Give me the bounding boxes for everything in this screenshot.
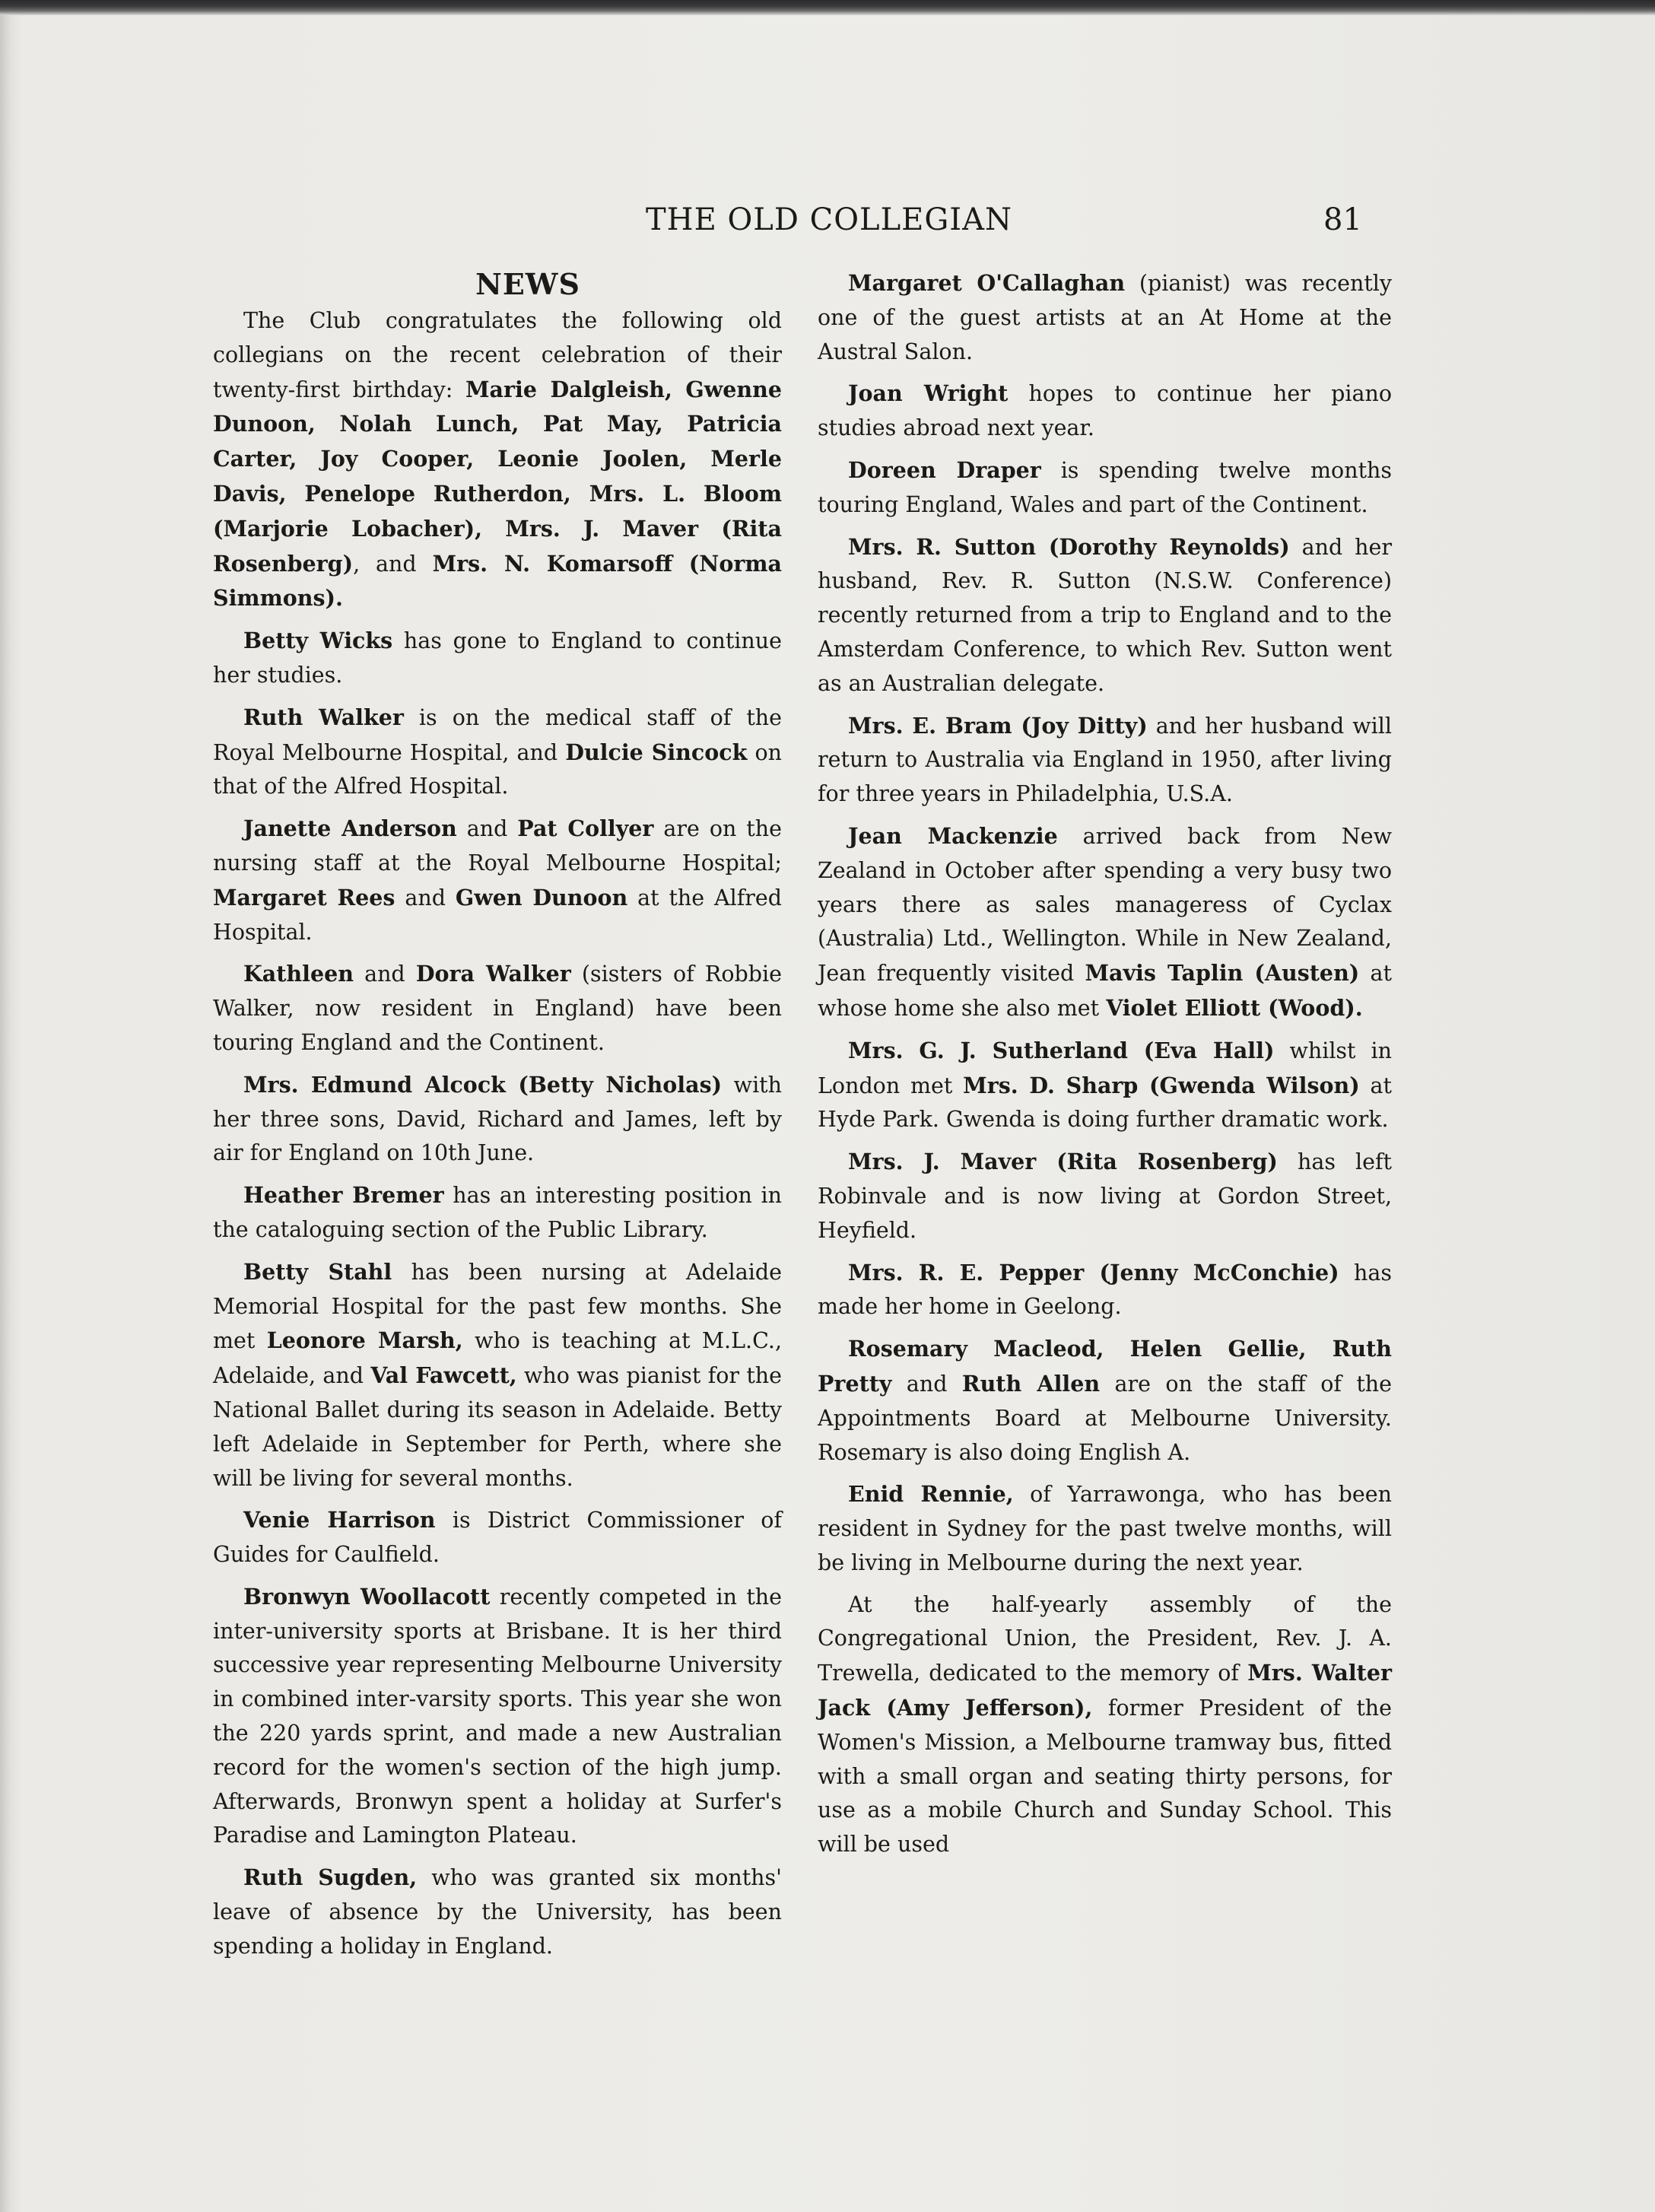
person-name: Betty Stahl [243,1258,392,1285]
paragraph-text: arrived back from New Zealand in October after spending a very busy two years there as sales manageress of Cyclax (Australia) Ltd., Wellington. While in New Zealand, Jean frequently visited [818,823,1393,987]
news-paragraph [213,1178,782,1247]
paragraph-text: is spending twelve months touring England, Wales and part of the Continent. [818,457,1393,517]
person-name: Leonore Marsh, [266,1327,463,1354]
paragraph-text: (sisters of Robbie Walker, now resident in England) have been touring England and the Continent. [213,961,782,1055]
news-paragraph [213,957,782,1060]
person-name: Dora Walker [415,961,571,987]
person-name: Janette Anderson [243,815,457,842]
news-paragraph [818,530,1392,701]
person-name: Joan Wright [848,380,1009,407]
section-title: NEWS [475,267,580,301]
person-name: Mrs. N. Komarsoff (Norma Simmons). [213,550,782,612]
person-name: Mrs. Edmund Alcock (Betty Nicholas) [243,1071,723,1098]
paragraph-text: and her husband, Rev. R. Sutton (N.S.W. Conference) recently returned from a trip to England and to the Amsterdam Conference, to which Rev. Sutton went as an Australian delegate. [818,534,1392,696]
news-paragraph [213,624,782,693]
person-name: Dulcie Sincock [565,739,748,765]
paragraph-text: recently competed in the inter-university sports at Brisbane. It is her third successive year representing Melbourne University in combined inter-varsity sports. This year she won the 220 yards sprint, and made a new Australian record for the women's section of the high jump. Afterwards, Bronwyn spent a holiday at Surfer's Paradise and Lamington Plateau. [213,1584,782,1848]
person-name: Mrs. R. E. Pepper (Jenny McConchie) [848,1259,1339,1286]
person-name: Doreen Draper [848,456,1041,483]
paragraph-text: and [891,1371,962,1397]
news-paragraph [213,701,782,804]
person-name: Ruth Walker [243,704,404,730]
scan-edge [0,0,1655,15]
news-paragraph [818,1588,1392,1862]
news-paragraph [818,819,1392,1026]
paragraph-text: at the Alfred Hospital. [213,885,782,945]
news-paragraph [213,1503,782,1572]
paragraph-text: on that of the Alfred Hospital. [213,739,782,799]
news-paragraph [818,709,1392,812]
running-header [0,199,1655,245]
paragraph-text: has left Robinvale and is now living at Gordon Street, Heyfield. [818,1149,1393,1243]
person-name: Ruth Allen [961,1370,1101,1397]
person-name: Mrs. D. Sharp (Gwenda Wilson) [963,1072,1360,1098]
person-name: Pat Collyer [517,815,654,842]
person-name: Mrs. E. Bram (Joy Ditty) [848,712,1148,739]
person-name: Kathleen [243,961,354,987]
person-name: Val Fawcett, [370,1362,517,1389]
person-name: Violet Elliott (Wood). [1106,994,1363,1021]
paragraph-text: who was granted six months' leave of absence by the University, has been spending a holiday in England. [213,1865,782,1959]
person-name: Gwen Dunoon [455,884,628,911]
news-paragraph [818,1477,1392,1580]
paragraph-text: has made her home in Geelong. [818,1260,1392,1320]
news-paragraph [213,304,782,616]
person-name: Mavis Taplin (Austen) [1085,960,1360,987]
person-name: Mrs. Walter Jack (Amy Jefferson), [818,1660,1392,1721]
person-name: Venie Harrison [243,1507,436,1533]
person-name: Margaret O'Callaghan [848,270,1126,296]
news-paragraph [818,266,1392,369]
paragraph-text: are on the staff of the Appointments Board at Melbourne University. Rosemary is also doing English A. [818,1371,1392,1465]
person-name: Mrs. J. Maver (Rita Rosenberg) [848,1149,1278,1175]
person-name: Marie Dalgleish, Gwenne Dunoon, Nolah Lunch, Pat May, Patricia Carter, Joy Cooper, Leonie Joolen, Merle Davis, Penelope Rutherdon, Mrs. L. Bloom (Marjorie Lobacher), Mrs. J. Maver (Rita Rosenberg) [213,376,783,577]
paragraph-text: and [353,961,416,987]
journal-title: THE OLD COLLEGIAN [646,202,1012,237]
news-paragraph [213,1068,782,1171]
paragraph-text: has an interesting position in the cataloguing section of the Public Library. [213,1183,782,1242]
news-paragraph [818,1145,1392,1247]
paragraph-text: is on the medical staff of the Royal Melbourne Hospital, and [213,704,782,765]
paragraph-text: and [395,885,456,911]
paragraph-text: whilst in London met [818,1038,1393,1098]
person-name: Rosemary Macleod, Helen Gellie, Ruth Pretty [818,1336,1392,1397]
left-paragraphs [213,304,782,1964]
paragraph-text: and her husband will return to Australia via England in 1950, after living for three years in Philadelphia, U.S.A. [818,713,1392,807]
page-number: 81 [1323,202,1362,237]
right-column [818,266,1392,1870]
right-paragraphs [818,266,1392,1862]
news-paragraph [818,377,1392,446]
paragraph-text: former President of the Women's Mission, a Melbourne tramway bus, fitted with a small organ and seating thirty persons, for use as a mobile Church and Sunday School. This will be used [818,1696,1392,1858]
paragraph-text: of Yarrawonga, who has been resident in Sydney for the past twelve months, will be living in Melbourne during the next year. [818,1482,1392,1575]
paragraph-text: , and [353,551,433,577]
news-paragraph [818,1332,1392,1470]
left-column [213,266,782,1972]
paragraph-text: who was pianist for the National Ballet during its season in Adelaide. Betty left Adelaide in September for Perth, where she will be living for several months. [213,1363,782,1491]
person-name: Margaret Rees [213,884,395,911]
news-paragraph [818,1256,1392,1325]
paragraph-text: hopes to continue her piano studies abroad next year. [818,381,1392,441]
paragraph-text: has been nursing at Adelaide Memorial Hospital for the past few months. She met [213,1259,782,1354]
person-name: Enid Rennie, [848,1481,1014,1508]
paragraph-text: At the half-yearly assembly of the Congregational Union, the President, Rev. J. A. Trewella, dedicated to the memory of [818,1591,1392,1686]
news-paragraph [818,1034,1392,1137]
person-name: Heather Bremer [243,1182,444,1209]
paragraph-text: who is teaching at M.L.C., Adelaide, and [213,1328,783,1389]
paragraph-text: and [456,816,518,842]
person-name: Betty Wicks [243,628,393,654]
person-name: Mrs. R. Sutton (Dorothy Reynolds) [848,533,1290,560]
paragraph-text: at Hyde Park. Gwenda is doing further dramatic work. [818,1073,1392,1133]
person-name: Bronwyn Woollacott [243,1583,491,1610]
news-paragraph [213,1861,782,1963]
person-name: Ruth Sugden, [243,1864,418,1891]
news-paragraph [213,812,782,949]
paragraph-text: at whose home she also met [818,961,1392,1021]
person-name: Jean Mackenzie [848,822,1058,849]
paragraph-text: has gone to England to continue her studies. [213,628,782,688]
news-paragraph [818,453,1392,523]
paragraph-text: with her three sons, David, Richard and James, left by air for England on 10th June. [213,1072,782,1166]
news-paragraph [213,1580,782,1853]
paragraph-text: is District Commissioner of Guides for Caulfield. [213,1508,782,1568]
paragraph-text: The Club congratulates the following old collegians on the recent celebration of their twenty-first birthday: [213,308,782,402]
person-name: Mrs. G. J. Sutherland (Eva Hall) [848,1037,1275,1063]
paragraph-text: are on the nursing staff at the Royal Melbourne Hospital; [213,816,782,876]
paragraph-text: (pianist) was recently one of the guest artists at an At Home at the Austral Salon. [818,271,1392,364]
news-paragraph [213,1255,782,1496]
